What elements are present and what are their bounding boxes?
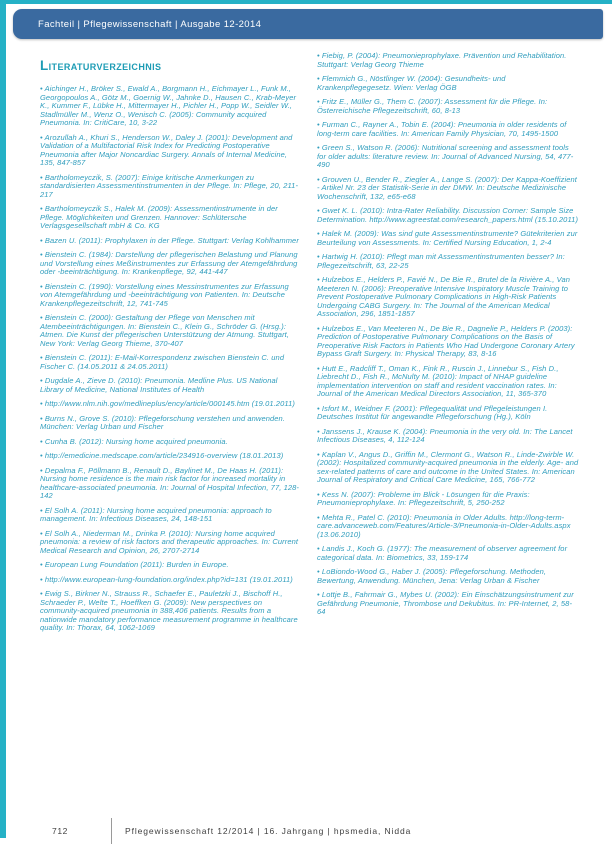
references-column-right <box>317 52 579 639</box>
reference-item: • Furman C., Rayner A., Tobin E. (2004): Pneumonia in older residents of long-term care facilities. In: American Family Physician, 70, 1495-1500 <box>317 121 579 138</box>
header-band <box>13 9 603 39</box>
reference-section <box>40 52 580 639</box>
reference-item: • Bartholomeyczik S., Halek M. (2009): Assessmentinstrumente in der Pflege. Möglichkeiten und Grenzen. Hannover: Schlütersche Verlagsgesellschaft mbH & Co. KG <box>40 205 302 231</box>
reference-item: • Bazen U. (2011): Prophylaxen in der Pflege. Stuttgart: Verlag Kohlhammer <box>40 237 302 246</box>
page-number: 712 <box>52 826 68 836</box>
footer-journal-line: Pflegewissenschaft 12/2014 | 16. Jahrgang | hpsmedia, Nidda <box>125 826 412 836</box>
reference-item: • Depalma F., Pöllmann B., Renault D., Baylinet M., De Haas H. (2011): Nursing home residence is the main risk factor for increased mortality in healthcare-associated pneumonia. In: Journal of Hospital Infection, 77, 128-142 <box>40 467 302 501</box>
references-column-left <box>40 52 302 639</box>
reference-item: • Kaplan V., Angus D., Griffin M., Clermont G., Watson R., Linde-Zwirble W. (2002): Hospitalized community-acquired pneumonia in the elderly. Age- and sex-related patterns of care and outcome in the United States. In: American Journal of Respiratory and Critical Care Medicine, 165, 766-772 <box>317 451 579 485</box>
reference-item: • El Solh A., Niederman M., Drinka P. (2010): Nursing home acquired pneumonia: a review of risk factors and therapeutic approaches. In: Current Medical Research and Opinion, 26, 2707-2714 <box>40 530 302 556</box>
reference-item: • Bienstein C. (1990): Vorstellung eines Messinstrumentes zur Erfassung von Atemgefährdung und -beeinträchtigung von Patienten. In: Deutsche Krankenpflegezeitschrift, 12, 741-745 <box>40 283 302 309</box>
reference-item: • Arozullah A., Khuri S., Henderson W., Daley J. (2001): Development and Validation of a Multifactorial Risk Index for Predicting Postoperative Pneumonia after Major Noncardiac Surgery. Annals of Internal Medicine, 135, 847-857 <box>40 134 302 168</box>
reference-item: • http://www.european-lung-foundation.org/index.php?id=131 (19.01.2011) <box>40 576 302 585</box>
reference-item: • Hartwig H. (2010): Pflegt man mit Assessmentinstrumenten besser? In: Pflegezeitschrift, 63, 22-25 <box>317 253 579 270</box>
reference-item: • Fiebig, P. (2004): Pneumonieprophylaxe. Prävention und Rehabilitation. Stuttgart: Verlag Georg Thieme <box>317 52 579 69</box>
reference-item: • Cunha B. (2012): Nursing home acquired pneumonia. <box>40 438 302 447</box>
reference-item: • Halek M. (2009): Was sind gute Assessmentinstrumente? Gütekriterien zur Beurteilung von Assessments. In: Certified Nursing Education, 1, 2-4 <box>317 230 579 247</box>
header-band-title: Fachteil | Pflegewissenschaft | Ausgabe 12-2014 <box>38 18 262 30</box>
reference-item: • Hulzebos E., Van Meeteren N., De Bie R., Dagnelie P., Helders P. (2003): Prediction of Postoperative Pulmonary Complications on the Basis of Preoperative Risk Factors in Patients Who Had Undergone Coronary Artery Bypass Graft Surgery. In: Physical Therapy, 83, 8-16 <box>317 325 579 359</box>
reference-item: • European Lung Foundation (2011): Burden in Europe. <box>40 561 302 570</box>
footer-divider <box>111 818 112 844</box>
reference-item: • Mehta R., Patel C. (2010): Pneumonia in Older Adults. http://long-term-care.advanceweb.com/Features/Article-3/Pneumonia-in-Older-Adults.aspx (13.06.2010) <box>317 514 579 540</box>
reference-item: • Isfort M., Weidner F. (2001): Pflegequalität und Pflegeleistungen I. Deutsches Institut für angewandte Pflegeforschung (Hg.), Köln <box>317 405 579 422</box>
reference-item: • Bartholomeyczik, S. (2007): Einige kritische Anmerkungen zu standardisierten Assessmentinstrumenten in der Pflege. In: Pflege, 20, 211-217 <box>40 174 302 200</box>
reference-item: • Aichinger H., Bröker S., Ewald A., Borgmann H., Eichmayer L., Funk M., Georgopoulos A., Götz M., Goernig W., Jahnke D., Hausen C., Krab-Meyer K., Kummer F., Lübke H., Mittermayer H., Pichler H., Popp W., Seidler W., Stadlmüller M., Wenz O., Wenisch C. (2005): Community acquired Pneumonia. In: CritiCare, 10, 3-22 <box>40 85 302 128</box>
reference-item: • Hutt E., Radcliff T., Oman K., Fink R., Ruscin J., Linnebur S., Fish D., Liebrecht D., Fish R., McNulty M. (2010): Impact of NHAP guideline implementation intervention on staff and resident vaccination rates. In: Journal of the American Medical Directors Association, 11, 365-370 <box>317 365 579 399</box>
page-title: Literaturverzeichnis <box>40 58 162 73</box>
reference-item: • Grouven U., Bender R., Ziegler A., Lange S. (2007): Der Kappa-Koeffizient - Artikel Nr. 23 der Statistik-Serie in der DMW. In: Deutsche Medizinische Wochenschrift, 132, e65-e68 <box>317 176 579 202</box>
top-accent-strip <box>0 0 612 4</box>
reference-item: • Kess N. (2007): Probleme im Blick - Lösungen für die Praxis: Pneumonieprophylaxe. In: Pflegezeitschrift, 5, 250-252 <box>317 491 579 508</box>
reference-item: • El Solh A. (2011): Nursing home acquired pneumonia: approach to management. In: Infectious Diseases, 24, 148-151 <box>40 507 302 524</box>
reference-item: • Gwet K. L. (2010): Intra-Rater Reliability. Discussion Corner: Sample Size Determination. http://www.agreestat.com/research_papers.html (15.10.2011) <box>317 207 579 224</box>
reference-item: • Bienstein C. (1984): Darstellung der pflegerischen Belastung und Planung und Vorstellung eines Meßinstrumentes zur Erfassung der Atemgefährdung oder -beeinträchtigung. In: Krankenpflege, 92, 441-447 <box>40 251 302 277</box>
reference-item: • http://emedicine.medscape.com/article/234916-overview (18.01.2013) <box>40 452 302 461</box>
reference-item: • Bienstein C. (2000): Gestaltung der Pflege von Menschen mit Atembeeinträchtigungen. In: Bienstein C., Klein G., Schröder G. (Hrsg.): Atmen. Die Kunst der pflegerischen Unterstützung der Atmung. Stuttgart, New York: Verlag Georg Thieme, 370-407 <box>40 314 302 348</box>
left-accent-strip <box>0 0 6 838</box>
reference-item: • Dugdale A., Zieve D. (2010): Pneumonia. Medline Plus. US National Library of Medicine, National Institutes of Health <box>40 377 302 394</box>
reference-item: • Bienstein C. (2011): E-Mail-Korrespondenz zwischen Bienstein C. und Fischer C. (14.05.2011 & 24.05.2011) <box>40 354 302 371</box>
page-footer <box>52 818 411 844</box>
reference-item: • Landis J., Koch G. (1977): The measurement of observer agreement for categorical data. In: Biometrics, 33, 159-174 <box>317 545 579 562</box>
reference-item: • Ewig S., Birkner N., Strauss R., Schaefer E., Pauletzki J., Bischoff H., Schraeder P., Welte T., Hoeffken G. (2009): New perspectives on community-acquired pneumonia in 388,406 patients. Results from a nationwide mandatory performance measurement programme in healthcare quality. In: Thorax, 64, 1062-1069 <box>40 590 302 633</box>
reference-item: • Flemmich G., Nöstlinger W. (2004): Gesundheits- und Krankenpflegegesetz. Wien: Verlag ÖGB <box>317 75 579 92</box>
reference-item: • LoBiondo-Wood G., Haber J. (2005): Pflegeforschung. Methoden, Bewertung, Anwendung. München, Jena: Verlag Urban & Fischer <box>317 568 579 585</box>
reference-item: • Burns N., Grove S. (2010): Pflegeforschung verstehen und anwenden. München: Verlag Urban und Fischer <box>40 415 302 432</box>
reference-item: • Janssens J., Krause K. (2004): Pneumonia in the very old. In: The Lancet Infectious Diseases, 4, 112-124 <box>317 428 579 445</box>
reference-item: • Fritz E., Müller G., Them C. (2007): Assessment für die Pflege. In: Österreichische Pflegezeitschrift, 60, 8-13 <box>317 98 579 115</box>
reference-item: • Lottje B., Fahrmair G., Mybes U. (2002): Ein Einschätzungsinstrument zur Gefährdung Pneumonie, Thrombose und Dekubitus. In: PR-Internet, 2, 58-64 <box>317 591 579 617</box>
reference-item: • Hulzebos E., Helders P., Favié N., De Bie R., Brutel de la Rivière A., Van Meeteren N. (2006): Preoperative Intensive Inspiratory Muscle Training to Prevent Postoperative Pulmonary Complications in High-Risk Patients Undergoing CABG Surgery. In: The Journal of the American Medical Association, 296, 1851-1857 <box>317 276 579 319</box>
reference-item: • http://www.nlm.nih.gov/medlineplus/ency/article/000145.htm (19.01.2011) <box>40 400 302 409</box>
reference-item: • Green S., Watson R. (2006): Nutritional screening and assessment tools for older adults: literature review. In: Journal of Advanced Nursing, 54, 477-490 <box>317 144 579 170</box>
